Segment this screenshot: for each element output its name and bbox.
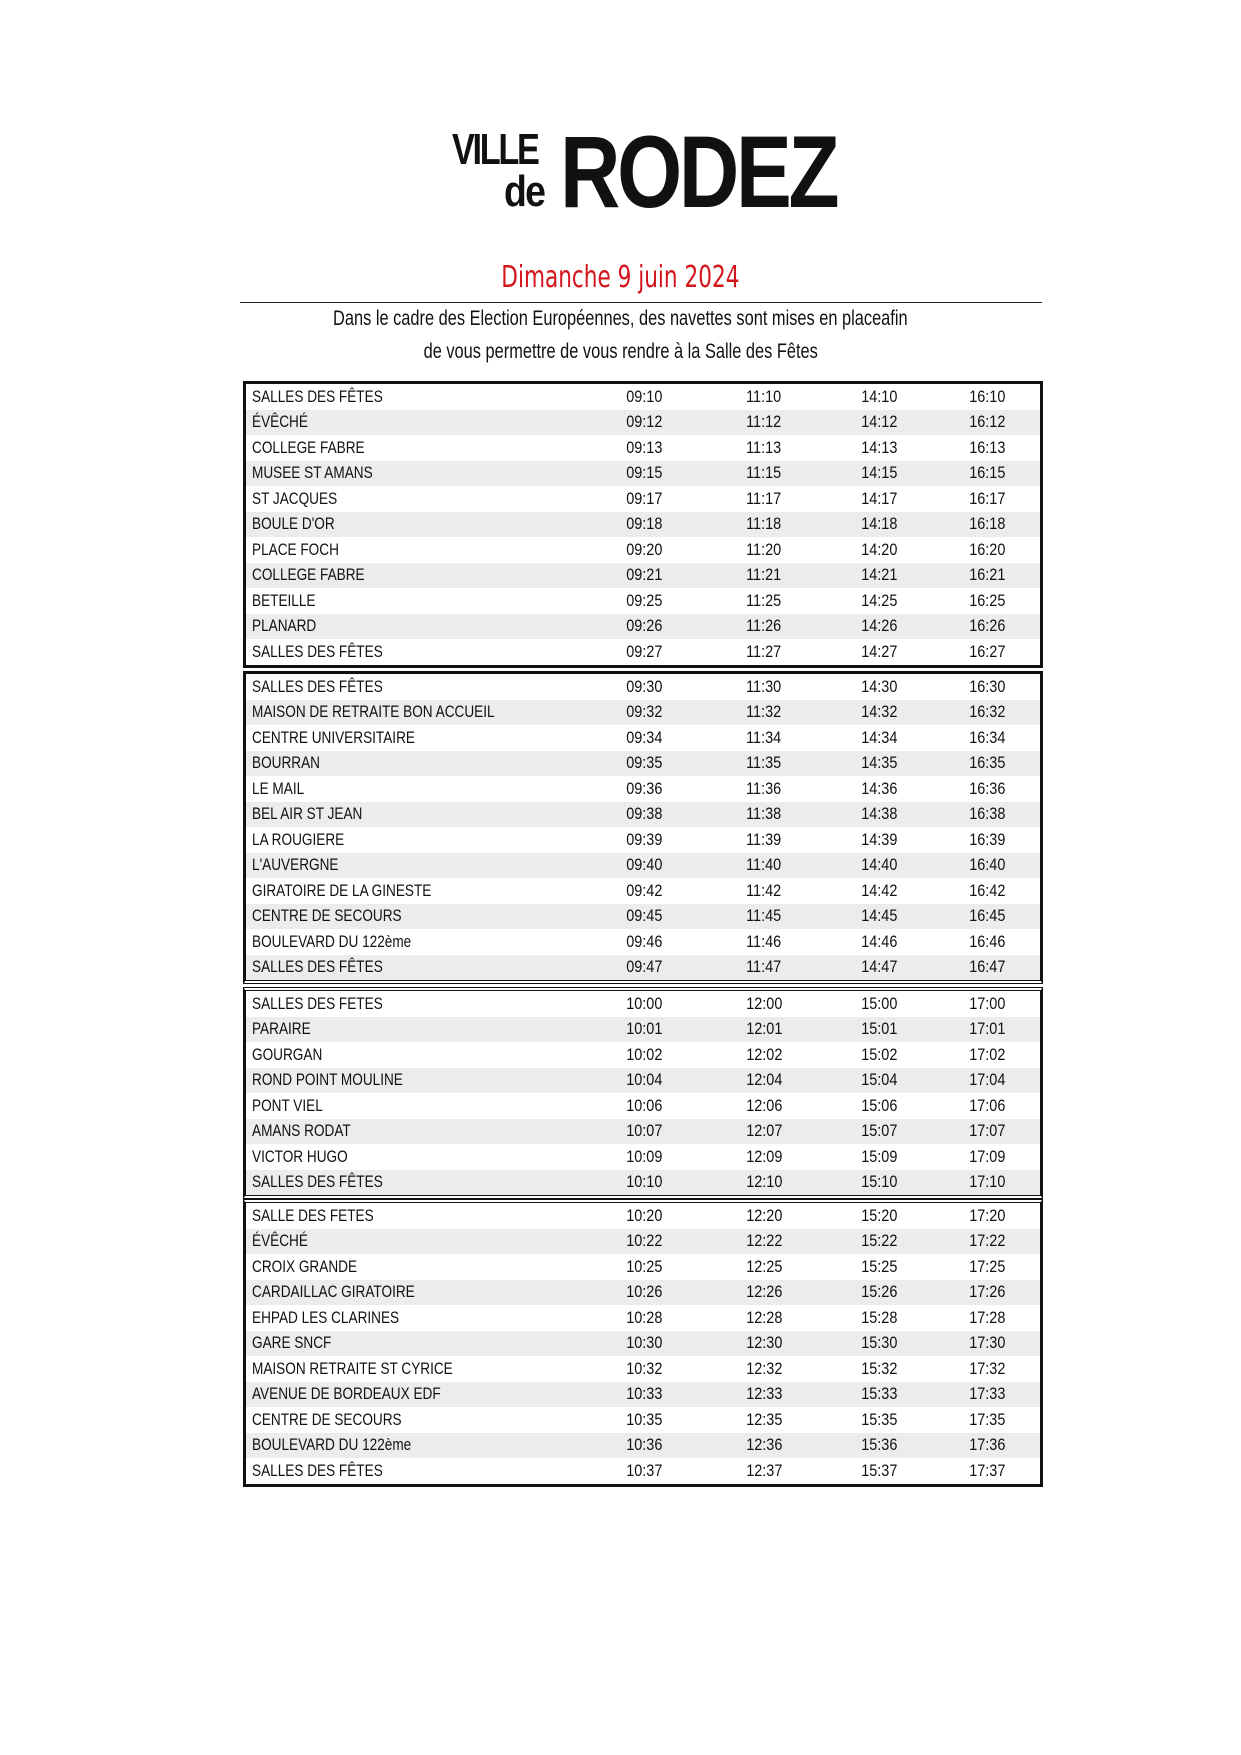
stop-name: COLLEGE FABRE	[252, 437, 365, 457]
departure-time: 09:40	[626, 855, 663, 875]
table-row	[246, 1093, 1040, 1119]
departure-time: 17:07	[969, 1121, 1006, 1141]
departure-time: 15:25	[860, 1256, 897, 1276]
departure-time: 10:28	[626, 1307, 663, 1327]
departure-time: 14:32	[860, 702, 897, 722]
departure-time: 12:26	[745, 1282, 782, 1302]
departure-time: 16:15	[969, 463, 1006, 483]
departure-time: 10:01	[626, 1019, 663, 1039]
departure-time: 17:00	[969, 993, 1006, 1013]
departure-time: 15:37	[860, 1460, 897, 1480]
departure-time: 17:01	[969, 1019, 1006, 1039]
departure-time: 15:33	[860, 1384, 897, 1404]
table-row	[246, 1331, 1040, 1357]
table-row	[246, 853, 1040, 879]
table-row	[246, 1203, 1040, 1229]
timetable-block-4	[243, 1199, 1043, 1487]
departure-time: 09:34	[626, 727, 663, 747]
departure-time: 10:22	[626, 1231, 663, 1251]
departure-time: 16:27	[969, 641, 1006, 661]
departure-time: 11:46	[746, 931, 782, 951]
departure-time: 11:32	[746, 702, 782, 722]
departure-time: 16:36	[969, 778, 1006, 798]
departure-time: 12:09	[745, 1146, 782, 1166]
departure-time: 12:33	[745, 1384, 782, 1404]
table-row	[246, 827, 1040, 853]
departure-time: 11:21	[746, 565, 782, 585]
departure-time: 14:25	[860, 590, 897, 610]
departure-time: 15:01	[860, 1019, 897, 1039]
departure-time: 15:07	[860, 1121, 897, 1141]
stop-name: SALLE DES FETES	[252, 1205, 374, 1225]
departure-time: 11:34	[746, 727, 782, 747]
table-row	[246, 1170, 1040, 1196]
table-row	[246, 1458, 1040, 1484]
table-row	[246, 1356, 1040, 1382]
departure-time: 17:10	[969, 1172, 1006, 1192]
stop-name: PONT VIEL	[252, 1095, 323, 1115]
stop-name: GIRATOIRE DE LA GINESTE	[252, 880, 432, 900]
departure-time: 09:45	[626, 906, 663, 926]
departure-time: 15:06	[860, 1095, 897, 1115]
departure-time: 10:30	[626, 1333, 663, 1353]
departure-time: 15:26	[860, 1282, 897, 1302]
departure-time: 17:06	[969, 1095, 1006, 1115]
table-row	[246, 512, 1040, 538]
departure-time: 14:17	[860, 488, 897, 508]
departure-time: 16:34	[969, 727, 1006, 747]
table-row	[246, 1017, 1040, 1043]
logo-de-text: de	[504, 167, 545, 216]
table-row	[246, 1305, 1040, 1331]
departure-time: 14:12	[860, 412, 897, 432]
departure-time: 12:01	[745, 1019, 782, 1039]
departure-time: 16:17	[969, 488, 1006, 508]
departure-time: 15:04	[860, 1070, 897, 1090]
stop-name: MAISON RETRAITE ST CYRICE	[252, 1358, 453, 1378]
departure-time: 14:10	[860, 386, 897, 406]
departure-time: 16:13	[969, 437, 1006, 457]
title-divider	[240, 302, 1042, 303]
departure-time: 17:02	[969, 1044, 1006, 1064]
departure-time: 11:30	[746, 676, 782, 696]
logo-ville-text: VILLE	[452, 125, 538, 174]
table-row	[246, 435, 1040, 461]
timetable-block-3	[243, 987, 1043, 1199]
departure-time: 17:22	[969, 1231, 1006, 1251]
departure-time: 15:36	[860, 1435, 897, 1455]
departure-time: 17:35	[969, 1409, 1006, 1429]
stop-name: PLACE FOCH	[252, 539, 339, 559]
departure-time: 16:39	[969, 829, 1006, 849]
departure-time: 17:37	[969, 1460, 1006, 1480]
departure-time: 12:10	[745, 1172, 782, 1192]
departure-time: 09:26	[626, 616, 663, 636]
departure-time: 11:10	[746, 386, 782, 406]
table-row	[246, 904, 1040, 930]
stop-name: BOURRAN	[252, 753, 321, 773]
table-row	[246, 461, 1040, 487]
table-row	[246, 1229, 1040, 1255]
departure-time: 17:26	[969, 1282, 1006, 1302]
stop-name: CENTRE DE SECOURS	[252, 1409, 402, 1429]
departure-time: 12:06	[745, 1095, 782, 1115]
departure-time: 11:35	[746, 753, 782, 773]
departure-time: 12:04	[745, 1070, 782, 1090]
departure-time: 14:21	[860, 565, 897, 585]
stop-name: L'AUVERGNE	[252, 855, 339, 875]
table-row	[246, 751, 1040, 777]
departure-time: 17:04	[969, 1070, 1006, 1090]
departure-time: 16:21	[969, 565, 1006, 585]
stop-name: GOURGAN	[252, 1044, 323, 1064]
departure-time: 15:02	[860, 1044, 897, 1064]
table-row	[246, 1042, 1040, 1068]
departure-time: 14:30	[860, 676, 897, 696]
stop-name: SALLES DES FETES	[252, 993, 383, 1013]
stop-name: SALLES DES FÊTES	[252, 386, 383, 406]
departure-time: 14:35	[860, 753, 897, 773]
departure-time: 14:15	[860, 463, 897, 483]
departure-time: 10:00	[626, 993, 663, 1013]
stop-name: VICTOR HUGO	[252, 1146, 348, 1166]
departure-time: 15:09	[860, 1146, 897, 1166]
departure-time: 09:32	[626, 702, 663, 722]
departure-time: 14:42	[860, 880, 897, 900]
departure-time: 16:25	[969, 590, 1006, 610]
departure-time: 15:10	[860, 1172, 897, 1192]
departure-time: 12:07	[745, 1121, 782, 1141]
departure-time: 10:36	[626, 1435, 663, 1455]
departure-time: 14:39	[860, 829, 897, 849]
stop-name: CENTRE DE SECOURS	[252, 906, 402, 926]
stop-name: BOULEVARD DU 122ème	[252, 1435, 412, 1455]
departure-time: 12:25	[745, 1256, 782, 1276]
departure-time: 12:20	[745, 1205, 782, 1225]
stop-name: BOULEVARD DU 122ème	[252, 931, 412, 951]
stop-name: SALLES DES FÊTES	[252, 1460, 383, 1480]
departure-time: 11:20	[746, 539, 782, 559]
departure-time: 10:33	[626, 1384, 663, 1404]
table-row	[246, 1407, 1040, 1433]
departure-time: 11:36	[746, 778, 782, 798]
departure-time: 14:27	[860, 641, 897, 661]
table-row	[246, 1433, 1040, 1459]
table-row	[246, 776, 1040, 802]
table-row	[246, 955, 1040, 981]
table-row	[246, 802, 1040, 828]
departure-time: 09:17	[626, 488, 663, 508]
table-row	[246, 410, 1040, 436]
departure-time: 09:12	[626, 412, 663, 432]
departure-time: 09:35	[626, 753, 663, 773]
departure-time: 15:28	[860, 1307, 897, 1327]
departure-time: 14:20	[860, 539, 897, 559]
stop-name: CROIX GRANDE	[252, 1256, 358, 1276]
departure-time: 10:07	[626, 1121, 663, 1141]
stop-name: CENTRE UNIVERSITAIRE	[252, 727, 415, 747]
departure-time: 11:13	[746, 437, 782, 457]
timetable-block-2	[243, 671, 1043, 984]
departure-time: 10:37	[626, 1460, 663, 1480]
departure-time: 12:00	[745, 993, 782, 1013]
departure-time: 14:45	[860, 906, 897, 926]
departure-time: 14:18	[860, 514, 897, 534]
table-row	[246, 991, 1040, 1017]
stop-name: SALLES DES FÊTES	[252, 1172, 383, 1192]
intro-line-1: Dans le cadre des Election Européennes, des navettes sont mises en placeafin	[333, 307, 908, 330]
intro-line-2: de vous permettre de vous rendre à la Salle des Fêtes	[423, 340, 818, 363]
departure-time: 09:46	[626, 931, 663, 951]
departure-time: 14:38	[860, 804, 897, 824]
departure-time: 14:13	[860, 437, 897, 457]
departure-time: 15:22	[860, 1231, 897, 1251]
table-row	[246, 1068, 1040, 1094]
stop-name: BOULE D'OR	[252, 514, 335, 534]
departure-time: 14:26	[860, 616, 897, 636]
departure-time: 11:27	[746, 641, 782, 661]
departure-time: 17:30	[969, 1333, 1006, 1353]
table-row	[246, 725, 1040, 751]
table-row	[246, 1382, 1040, 1408]
stop-name: SALLES DES FÊTES	[252, 641, 383, 661]
departure-time: 16:18	[969, 514, 1006, 534]
timetable-block-1	[243, 381, 1043, 668]
departure-time: 09:20	[626, 539, 663, 559]
departure-time: 09:27	[626, 641, 663, 661]
departure-time: 15:20	[860, 1205, 897, 1225]
departure-time: 16:26	[969, 616, 1006, 636]
stop-name: ÉVÊCHÉ	[252, 412, 308, 432]
table-row	[246, 639, 1040, 665]
departure-time: 10:09	[626, 1146, 663, 1166]
departure-time: 12:02	[745, 1044, 782, 1064]
departure-time: 15:35	[860, 1409, 897, 1429]
departure-time: 12:36	[745, 1435, 782, 1455]
departure-time: 16:35	[969, 753, 1006, 773]
stop-name: AMANS RODAT	[252, 1121, 351, 1141]
departure-time: 16:12	[969, 412, 1006, 432]
table-row	[246, 486, 1040, 512]
departure-time: 10:04	[626, 1070, 663, 1090]
departure-time: 11:26	[746, 616, 782, 636]
table-row	[246, 614, 1040, 640]
departure-time: 09:21	[626, 565, 663, 585]
stop-name: PLANARD	[252, 616, 317, 636]
stop-name: COLLEGE FABRE	[252, 565, 365, 585]
departure-time: 11:17	[746, 488, 782, 508]
table-row	[246, 700, 1040, 726]
departure-time: 10:35	[626, 1409, 663, 1429]
departure-time: 09:25	[626, 590, 663, 610]
stop-name: BEL AIR ST JEAN	[252, 804, 363, 824]
departure-time: 09:36	[626, 778, 663, 798]
departure-time: 10:10	[626, 1172, 663, 1192]
departure-time: 11:47	[746, 957, 782, 977]
stop-name: EHPAD LES CLARINES	[252, 1307, 400, 1327]
departure-time: 09:13	[626, 437, 663, 457]
ville-de-rodez-logo	[452, 115, 852, 229]
departure-time: 17:32	[969, 1358, 1006, 1378]
table-row	[246, 588, 1040, 614]
stop-name: GARE SNCF	[252, 1333, 332, 1353]
departure-time: 16:45	[969, 906, 1006, 926]
table-row	[246, 1280, 1040, 1306]
logo-rodez-text: RODEZ	[560, 115, 837, 229]
departure-time: 15:32	[860, 1358, 897, 1378]
departure-time: 14:36	[860, 778, 897, 798]
stop-name: CARDAILLAC GIRATOIRE	[252, 1282, 415, 1302]
table-row	[246, 1144, 1040, 1170]
departure-time: 09:47	[626, 957, 663, 977]
stop-name: AVENUE DE BORDEAUX EDF	[252, 1384, 441, 1404]
stop-name: ROND POINT MOULINE	[252, 1070, 403, 1090]
departure-time: 09:39	[626, 829, 663, 849]
stop-name: LE MAIL	[252, 778, 305, 798]
table-row	[246, 1254, 1040, 1280]
departure-time: 17:25	[969, 1256, 1006, 1276]
stop-name: ÉVÊCHÉ	[252, 1231, 308, 1251]
departure-time: 17:33	[969, 1384, 1006, 1404]
departure-time: 10:20	[626, 1205, 663, 1225]
departure-time: 11:40	[746, 855, 782, 875]
departure-time: 15:30	[860, 1333, 897, 1353]
departure-time: 14:47	[860, 957, 897, 977]
departure-time: 12:37	[745, 1460, 782, 1480]
stop-name: BETEILLE	[252, 590, 316, 610]
departure-time: 16:20	[969, 539, 1006, 559]
departure-time: 17:09	[969, 1146, 1006, 1166]
table-row	[246, 1119, 1040, 1145]
stop-name: SALLES DES FÊTES	[252, 676, 383, 696]
departure-time: 12:22	[745, 1231, 782, 1251]
departure-time: 14:40	[860, 855, 897, 875]
table-row	[246, 537, 1040, 563]
departure-time: 16:47	[969, 957, 1006, 977]
departure-time: 17:28	[969, 1307, 1006, 1327]
departure-time: 09:38	[626, 804, 663, 824]
departure-time: 16:10	[969, 386, 1006, 406]
table-row	[246, 929, 1040, 955]
table-row	[246, 384, 1040, 410]
departure-time: 16:40	[969, 855, 1006, 875]
departure-time: 09:18	[626, 514, 663, 534]
departure-time: 11:42	[746, 880, 782, 900]
departure-time: 16:46	[969, 931, 1006, 951]
departure-time: 17:20	[969, 1205, 1006, 1225]
stop-name: SALLES DES FÊTES	[252, 957, 383, 977]
departure-time: 12:35	[745, 1409, 782, 1429]
departure-time: 11:45	[746, 906, 782, 926]
departure-time: 16:30	[969, 676, 1006, 696]
departure-time: 09:10	[626, 386, 663, 406]
departure-time: 11:39	[746, 829, 782, 849]
departure-time: 14:46	[860, 931, 897, 951]
departure-time: 16:38	[969, 804, 1006, 824]
departure-time: 09:15	[626, 463, 663, 483]
stop-name: ST JACQUES	[252, 488, 338, 508]
departure-time: 09:42	[626, 880, 663, 900]
departure-time: 15:00	[860, 993, 897, 1013]
page-title: Dimanche 9 juin 2024	[501, 260, 740, 295]
departure-time: 10:02	[626, 1044, 663, 1064]
departure-time: 16:42	[969, 880, 1006, 900]
stop-name: MUSEE ST AMANS	[252, 463, 373, 483]
stop-name: PARAIRE	[252, 1019, 311, 1039]
departure-time: 12:32	[745, 1358, 782, 1378]
departure-time: 14:34	[860, 727, 897, 747]
departure-time: 17:36	[969, 1435, 1006, 1455]
departure-time: 10:26	[626, 1282, 663, 1302]
departure-time: 12:30	[745, 1333, 782, 1353]
departure-time: 10:06	[626, 1095, 663, 1115]
table-row	[246, 878, 1040, 904]
departure-time: 11:38	[746, 804, 782, 824]
stop-name: LA ROUGIERE	[252, 829, 345, 849]
departure-time: 16:32	[969, 702, 1006, 722]
departure-time: 11:12	[746, 412, 782, 432]
departure-time: 10:32	[626, 1358, 663, 1378]
departure-time: 09:30	[626, 676, 663, 696]
table-row	[246, 674, 1040, 700]
departure-time: 11:25	[746, 590, 782, 610]
departure-time: 12:28	[745, 1307, 782, 1327]
stop-name: MAISON DE RETRAITE BON ACCUEIL	[252, 702, 495, 722]
departure-time: 11:15	[746, 463, 782, 483]
departure-time: 10:25	[626, 1256, 663, 1276]
table-row	[246, 563, 1040, 589]
departure-time: 11:18	[746, 514, 782, 534]
